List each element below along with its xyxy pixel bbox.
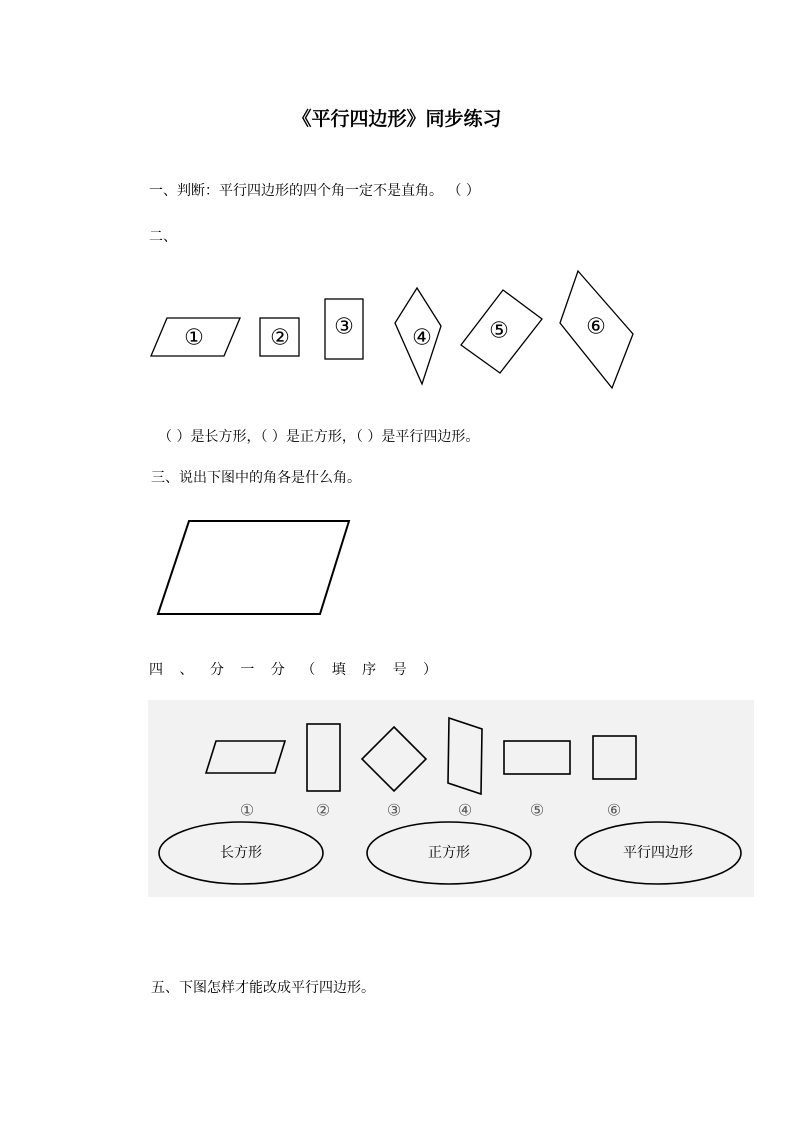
question-4-heading: 四 、 分 一 分 （ 填 序 号 ） — [149, 662, 444, 678]
shape-4-label: ④ — [412, 325, 432, 351]
q4-shape-2-label: ② — [315, 800, 331, 820]
oval-label-parallelogram: 平行四边形 — [623, 845, 693, 861]
page-title: 《平行四边形》同步练习 — [292, 108, 502, 130]
question-2-heading: 二、 — [149, 229, 177, 245]
question-2-answer-line: （ ）是长方形，（ ）是正方形，（ ）是平行四边形。 — [158, 429, 480, 445]
q4-shape-3-label: ③ — [386, 800, 402, 820]
shape-5-label: ⑤ — [489, 318, 509, 344]
oval-label-rectangle: 长方形 — [220, 845, 262, 861]
question-3: 三、说出下图中的角各是什么角。 — [151, 470, 361, 486]
q4-shape-6-label: ⑥ — [606, 800, 622, 820]
question-1: 一、判断：平行四边形的四个角一定不是直角。 （ ） — [149, 183, 480, 199]
shape-1-label: ① — [184, 325, 204, 351]
question-4-panel — [148, 700, 754, 897]
shape-2-label: ② — [270, 325, 290, 351]
q4-shape-1-label: ① — [239, 800, 255, 820]
oval-label-square: 正方形 — [428, 845, 470, 861]
q4-shape-5-label: ⑤ — [529, 800, 545, 820]
shape-3-label: ③ — [334, 314, 354, 340]
shape-6-label: ⑥ — [586, 314, 606, 340]
question-5: 五、下图怎样才能改成平行四边形。 — [151, 980, 375, 996]
q4-shape-4-label: ④ — [457, 800, 473, 820]
